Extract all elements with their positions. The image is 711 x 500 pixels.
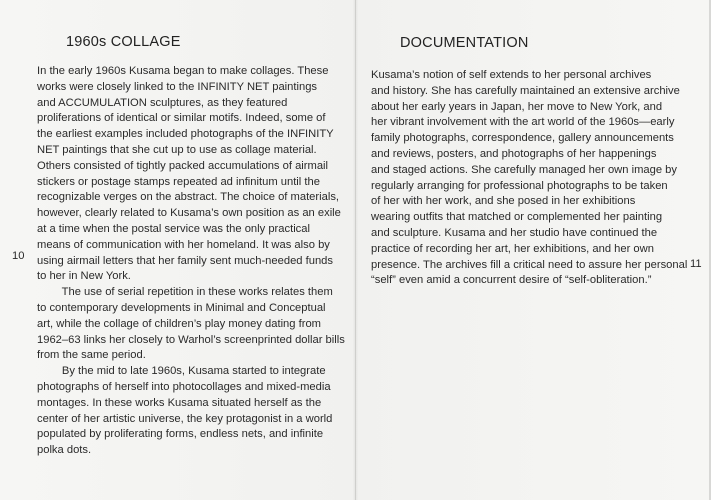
text-line: at a time when the postal service was the only practical <box>37 222 310 235</box>
right-page-heading: DOCUMENTATION <box>400 35 529 51</box>
text-line: polka dots. <box>37 444 92 457</box>
text-line: 1962–63 links her closely to Warhol’s screenprinted dollar bills <box>37 333 345 346</box>
text-line: NET paintings that she cut up to use as collage material. <box>37 143 317 156</box>
text-line: center of her artistic universe, the key protagonist in a world <box>37 412 333 425</box>
text-line: and sculpture. Kusama and her studio have continued the <box>371 226 658 239</box>
text-line: wearing outfits that matched or complemented her painting <box>371 211 663 224</box>
text-line: By the mid to late 1960s, Kusama started to integrate <box>37 365 326 378</box>
text-line: recognizable verges on the abstract. The choice of materials, <box>37 191 340 204</box>
text-line: practice of recording her art, her exhibitions, and her own <box>371 242 654 255</box>
text-line: from the same period. <box>37 349 146 362</box>
text-line: about her early years in Japan, her move to New York, and <box>371 100 663 113</box>
text-line: stickers or postage stamps repeated ad infinitum until the <box>37 175 320 188</box>
text-line: presence. The archives fill a critical need to assure her personal <box>371 258 688 271</box>
text-line: In the early 1960s Kusama began to make collages. These <box>37 65 329 77</box>
text-line: to contemporary developments in Minimal and Conceptual <box>37 301 326 314</box>
text-line: means of communication with her homeland. It was also by <box>37 238 330 251</box>
text-line: to her in New York. <box>37 270 131 283</box>
text-line: the earliest examples included photographs of the INFINITY <box>37 128 334 141</box>
text-line: art, while the collage of children’s play money dating from <box>37 317 321 330</box>
text-line: and ACCUMULATION sculptures, as they featured <box>37 96 288 109</box>
text-line: and staged actions. She carefully managed her own image by <box>371 163 677 176</box>
text-line: her vibrant involvement with the art world of the 1960s—early <box>371 116 675 129</box>
text-line: works were closely linked to the INFINITY NET paintings <box>37 80 318 93</box>
text-line: and history. She has carefully maintained an extensive archive <box>371 84 680 97</box>
left-page-number: 10 <box>12 250 25 262</box>
text-line: Others consisted of tightly packed accumulations of airmail <box>37 159 329 172</box>
text-line: proliferations of identical or similar motifs. Indeed, some of <box>37 112 326 125</box>
left-page-heading: 1960s COLLAGE <box>66 34 181 50</box>
text-line: and reviews, posters, and photographs of her happenings <box>371 147 657 160</box>
left-page-body <box>37 64 357 459</box>
text-line: family photographs, correspondence, gallery announcements <box>371 132 674 145</box>
text-line: however, clearly related to Kusama’s own position as an exile <box>37 207 341 220</box>
text-line: Kusama’s notion of self extends to her personal archives <box>371 69 652 81</box>
text-line: montages. In these works Kusama situated herself as the <box>37 396 322 409</box>
text-line: “self” even amid a concurrent desire of “self-obliteration.” <box>371 274 652 287</box>
text-line: using airmail letters that her family sent much-needed funds <box>37 254 333 267</box>
text-line: The use of serial repetition in these works relates them <box>37 286 333 299</box>
text-line: populated by proliferating forms, endless nets, and infinite <box>37 428 324 441</box>
right-page-number: 11 <box>690 258 702 270</box>
right-page-body <box>371 68 691 289</box>
text-line: of her with her work, and she posed in her exhibitions <box>371 195 636 208</box>
text-line: regularly arranging for professional photographs to be taken <box>371 179 668 192</box>
text-line: photographs of herself into photocollages and mixed-media <box>37 380 331 393</box>
